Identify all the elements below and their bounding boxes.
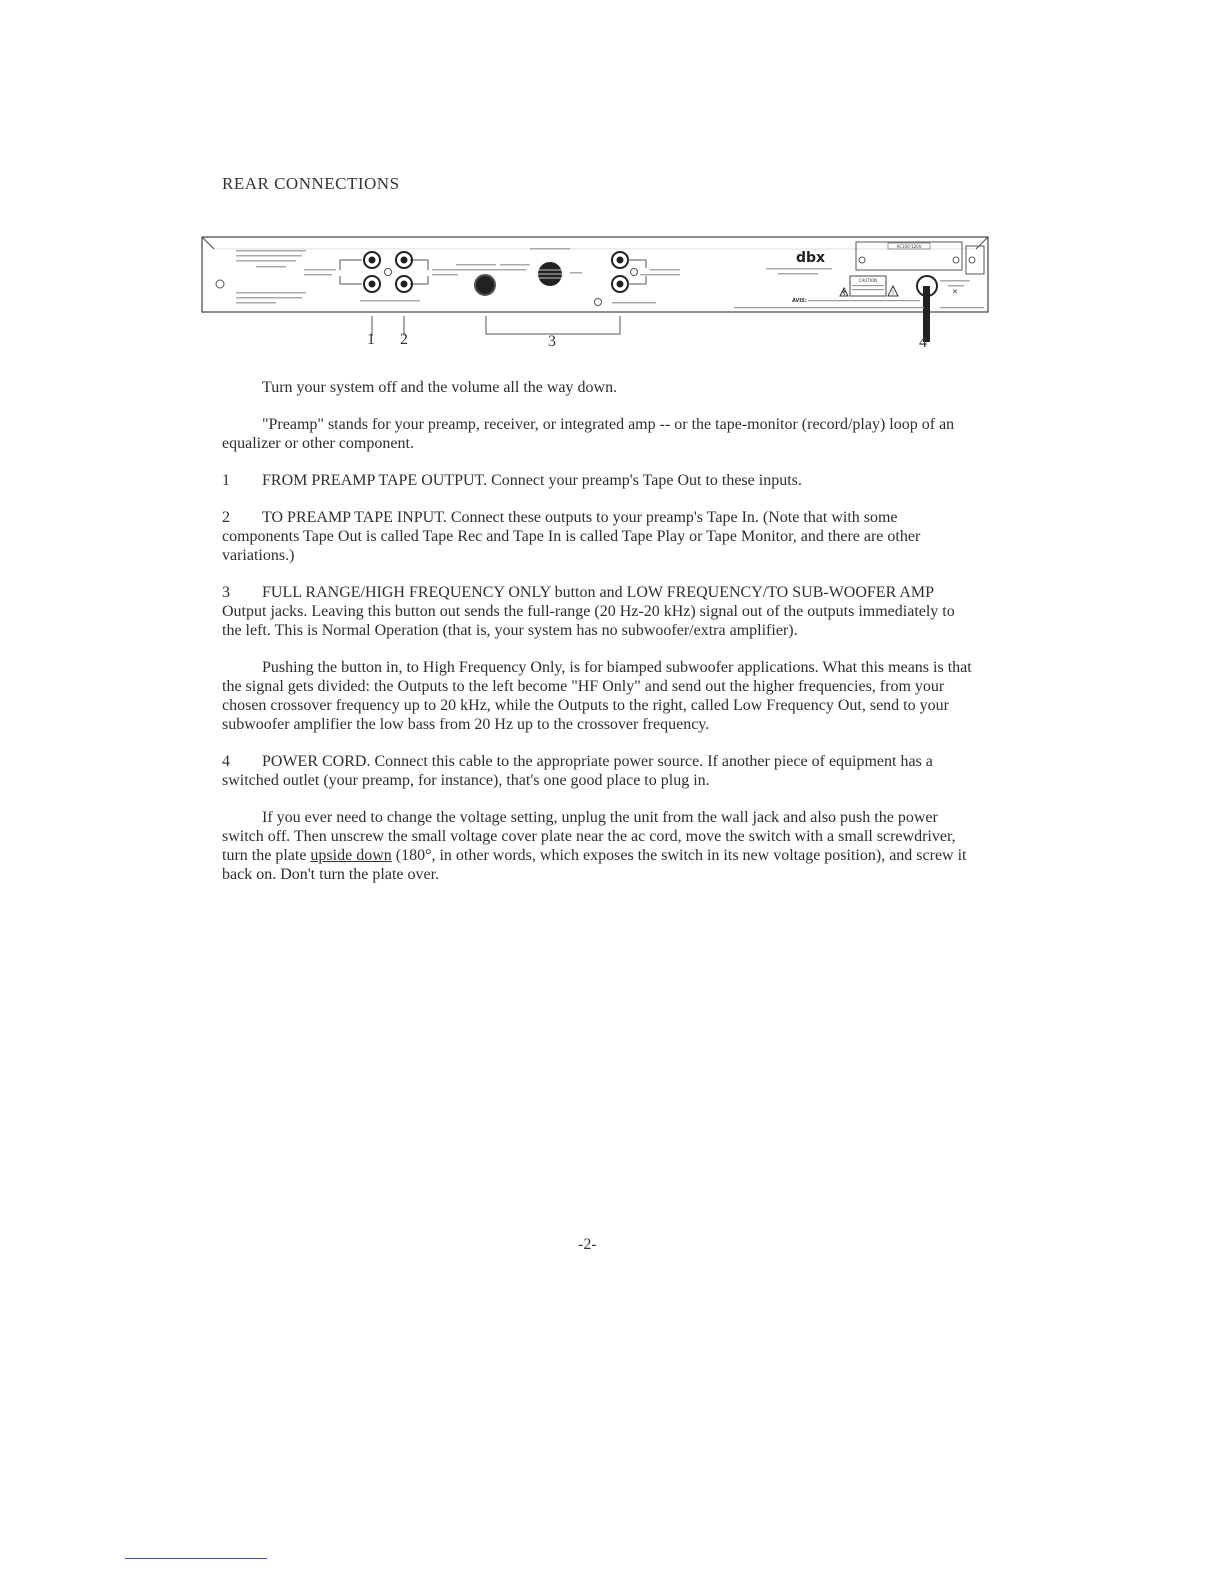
brand-logo: dbx	[796, 250, 826, 266]
underlined-text: upside down	[310, 847, 392, 864]
callout-1: 1	[367, 331, 375, 348]
paragraph-item-3: 3 FULL RANGE/HIGH FREQUENCY ONLY button and LOW FREQUENCY/TO SUB-WOOFER AMP Output jacks. Leaving this button out sends the full-range (20 Hz-20 kHz) signal out of the outputs immediately to the left. This is Normal Operation (that is, your system has no subwoofer/extra amplifier).	[222, 584, 955, 639]
paragraph-item-4: 4 POWER CORD. Connect this cable to the appropriate power source. If another piece of equipment has a switched outlet (your preamp, for instance), that's one good place to plug in.	[222, 753, 933, 789]
callout-2: 2	[400, 331, 408, 348]
paragraph-item-2: 2 TO PREAMP TAPE INPUT. Connect these outputs to your preamp's Tape In. (Note that with some components Tape Out is called Tape Rec and Tape In is called Tape Play or Tape Monitor, and there are other variations.)	[222, 509, 921, 564]
svg-text:AC100-120V: AC100-120V	[896, 244, 922, 249]
page-number: -2-	[578, 1236, 597, 1253]
svg-text:✕: ✕	[952, 288, 958, 296]
paragraph-voltage: If you ever need to change the voltage setting, unplug the unit from the wall jack and also push the power switch off. Then unscrew the small voltage cover plate near the ac cord, move the switch with a small screwdriver, turn the plate upside down (180°, in other words, which exposes the switch in its new voltage position), and screw it back on. Don't turn the plate over.	[222, 809, 967, 883]
footer-rule	[125, 1558, 267, 1559]
paragraph-item-1: 1 FROM PREAMP TAPE OUTPUT. Connect your preamp's Tape Out to these inputs.	[222, 472, 802, 489]
item-number: 1	[222, 472, 230, 489]
rear-panel-diagram	[200, 234, 992, 354]
body-text	[222, 378, 972, 902]
item-number: 4	[222, 753, 230, 770]
item-number: 2	[222, 509, 230, 526]
svg-text:AVIS:: AVIS:	[792, 298, 807, 304]
svg-text:CAUTION: CAUTION	[858, 278, 878, 283]
paragraph-turn-off: Turn your system off and the volume all the way down.	[262, 379, 618, 396]
callout-4: 4	[919, 334, 927, 351]
item-number: 3	[222, 584, 230, 601]
page-title: REAR CONNECTIONS	[222, 174, 400, 193]
callout-3: 3	[548, 333, 556, 350]
svg-text:!: !	[891, 290, 895, 297]
paragraph-biamp: Pushing the button in, to High Frequency Only, is for biamped subwoofer applications. What this means is that the signal gets divided: the Outputs to the left become "HF Only" and send out the higher frequencies, from your chosen crossover frequency up to 20 kHz, while the Outputs to the right, called Low Frequency Out, send to your subwoofer amplifier the low bass from 20 Hz up to the crossover frequency.	[222, 659, 972, 733]
paragraph-preamp-definition: "Preamp" stands for your preamp, receiver, or integrated amp -- or the tape-monitor (record/play) loop of an equalizer or other component.	[222, 416, 955, 452]
